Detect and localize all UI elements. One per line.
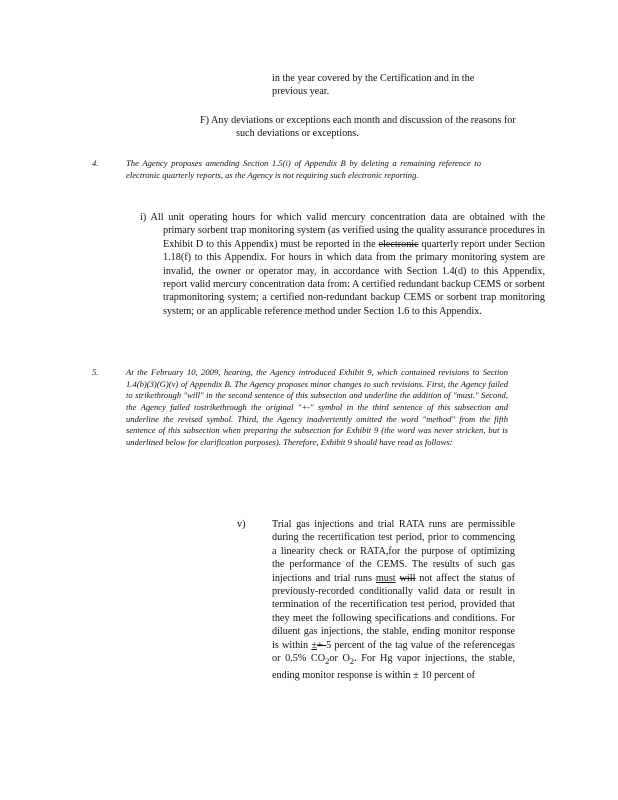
item-v-subscript-o2: 2 (349, 656, 355, 667)
item-i-text-before: All unit operating hours for which valid mercury concentration data are obtained with the primary sorbent trap monitoring system (as verified using the quality assurance procedures in Exhibit D to this Appendix) must be reported in the (150, 212, 545, 250)
item-f-label: F) (200, 115, 210, 126)
paragraph-4 (126, 158, 481, 182)
item-v-inserted-plus-minus: ± (311, 639, 317, 651)
item-v-text-1: Trial gas injections and trial RATA runs are permissible during the recertification test period, prior to commencing a linearity check or RATA,for the purpose of optimizing the performance of the CEMS. The results of such gas injections and trial runs (272, 519, 515, 584)
continued-text (272, 72, 522, 99)
paragraph-5 (126, 367, 508, 449)
item-v-text-3: 5 percent of the tag value of the referencegas or 0.5% CO (272, 639, 515, 665)
item-f (200, 114, 536, 141)
item-v-label: v) (237, 519, 246, 530)
item-v-text-5: . For Hg vapor injections, the stable, ending monitor response is within ± 10 percent of (272, 653, 516, 681)
item-i-label: i) (140, 212, 147, 223)
paragraph-5-text: At the February 10, 2009, hearing, the Agency introduced Exhibit 9, which contained revisions to Section 1.4(b)(3)(G)(v) of Appendix B. The Agency proposes minor changes to such revisions. First, the Agency failed to strikethrough "will" in the second sentence of this subsection and underline the addition of "must." Second, the Agency failed tostrikethrough the original "+-" symbol in the third sentence of this subsection and underline the revised symbol. Third, the Agency inadvertently omitted the word "method" from the fifth sentence of this subsection when preparing the subsection for Exhibit 9 (the word was never stricken, but is underlined below for clarification purposes). Therefore, Exhibit 9 should have read as follows: (126, 367, 508, 447)
paragraph-4-number: 4. (92, 158, 99, 168)
item-v-struck-will: will (399, 572, 416, 584)
paragraph-4-text: The Agency proposes amending Section 1.5(i) of Appendix B by deleting a remaining reference to electronic quarterly reports, as the Agency is not requiring such electronic reporting. (126, 158, 481, 180)
item-v-text-2: not affect the status of previously-recorded conditionally valid data or result in termination of the recertification test period, provided that they meet the following specifications and conditions. For diluent gas injections, the stable, ending monitor response is within (272, 572, 515, 651)
item-f-text: Any deviations or exceptions each month and discussion of the reasons for such deviations or exceptions. (211, 115, 516, 140)
item-i-struck-word: electronic (378, 238, 419, 250)
item-v (272, 518, 515, 682)
item-v-text-4: or O (329, 653, 350, 665)
continued-line-1: in the year covered by the Certification and in the (272, 73, 475, 84)
item-v-subscript-co2: 2 (325, 656, 330, 667)
item-i (140, 211, 545, 318)
paragraph-5-number: 5. (92, 367, 99, 377)
continued-line-2: previous year. (272, 86, 330, 98)
item-v-struck-plus-minus: +- (316, 639, 327, 651)
item-i-text-after: quarterly report under Section 1.18(f) to this Appendix. For hours in which data from the primary monitoring system are invalid, the owner or operator may, in accordance with Section 1.4(d) to this Appendix, report valid mercury concentration data from: A certified redundant backup CEMS or sorbent trapmonitoring system; a certified non-redundant backup CEMS or sorbent trap monitoring system; or an applicable reference method under Section 1.6 to this Appendix. (163, 238, 545, 317)
item-v-inserted-must: must (375, 572, 396, 584)
